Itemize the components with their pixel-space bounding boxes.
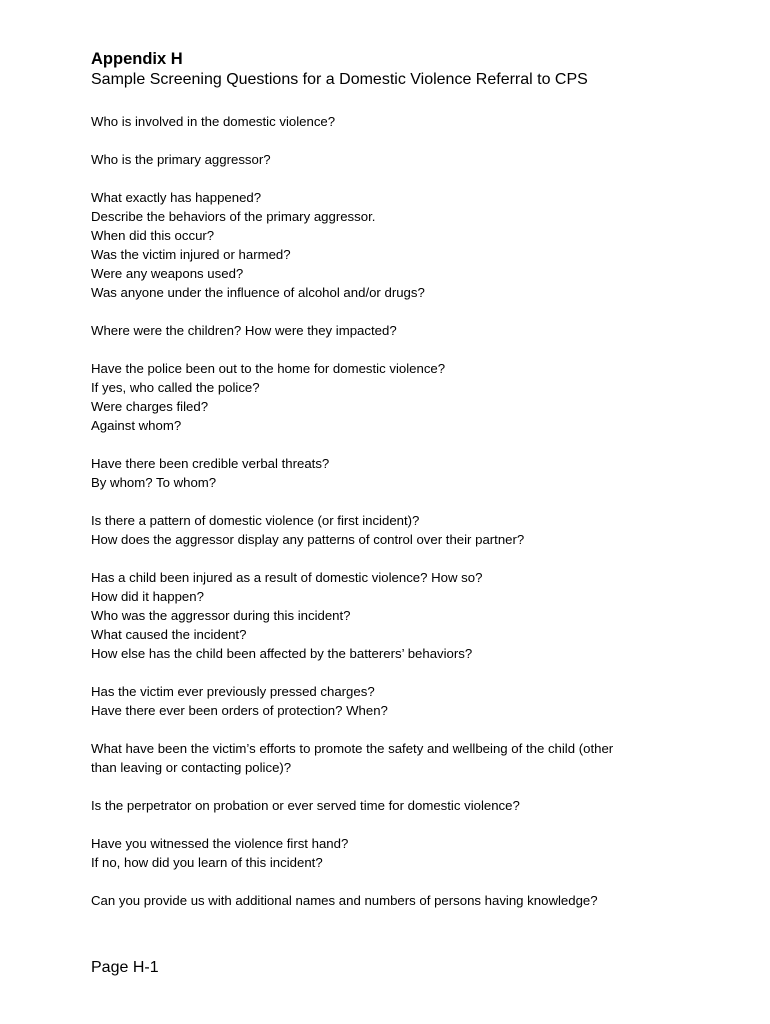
question-line: Who was the aggressor during this incident? (91, 608, 351, 623)
question-line: Was anyone under the influence of alcohol and/or drugs? (91, 285, 425, 300)
question-line: Is there a pattern of domestic violence (or first incident)? (91, 513, 420, 528)
question-group (91, 568, 731, 663)
question-group (91, 682, 731, 720)
page-number: Page H-1 (91, 959, 159, 976)
question-group (91, 150, 731, 169)
question-line: Describe the behaviors of the primary aggressor. (91, 209, 376, 224)
question-line: Have there been credible verbal threats? (91, 456, 330, 471)
question-line: Have there ever been orders of protection? When? (91, 703, 388, 718)
question-line: Can you provide us with additional names and numbers of persons having knowledge? (91, 893, 598, 908)
question-line: What caused the incident? (91, 627, 247, 642)
question-group (91, 112, 731, 131)
question-line: Were charges filed? (91, 399, 209, 414)
question-group (91, 359, 731, 435)
question-line: Where were the children? How were they impacted? (91, 323, 397, 338)
question-line: How did it happen? (91, 589, 204, 604)
question-group (91, 511, 731, 549)
question-group (91, 188, 731, 302)
question-line: Who is involved in the domestic violence? (91, 114, 336, 129)
question-line: Have the police been out to the home for domestic violence? (91, 361, 446, 376)
question-group (91, 834, 731, 872)
questions-list (91, 112, 731, 929)
question-line: Have you witnessed the violence first hand? (91, 836, 349, 851)
question-group (91, 891, 731, 910)
question-line: Who is the primary aggressor? (91, 152, 271, 167)
question-line: Is the perpetrator on probation or ever served time for domestic violence? (91, 798, 520, 813)
question-line: Against whom? (91, 418, 182, 433)
question-line: By whom? To whom? (91, 475, 217, 490)
question-line: If yes, who called the police? (91, 380, 260, 395)
question-line: How does the aggressor display any patterns of control over their partner? (91, 532, 525, 547)
question-group (91, 321, 731, 340)
question-line: Was the victim injured or harmed? (91, 247, 291, 262)
question-line: How else has the child been affected by the batterers’ behaviors? (91, 646, 473, 661)
question-line: If no, how did you learn of this incident? (91, 855, 323, 870)
question-line: When did this occur? (91, 228, 215, 243)
question-line: than leaving or contacting police)? (91, 760, 292, 775)
question-line: Has the victim ever previously pressed charges? (91, 684, 375, 699)
question-line: What exactly has happened? (91, 190, 262, 205)
question-group (91, 796, 731, 815)
appendix-label: Appendix H (91, 50, 183, 68)
question-line: Has a child been injured as a result of domestic violence? How so? (91, 570, 483, 585)
question-group (91, 454, 731, 492)
question-line: What have been the victim’s efforts to promote the safety and wellbeing of the child (other (91, 741, 614, 756)
page-title: Sample Screening Questions for a Domestic Violence Referral to CPS (91, 71, 588, 88)
question-line: Were any weapons used? (91, 266, 244, 281)
question-group (91, 739, 731, 777)
